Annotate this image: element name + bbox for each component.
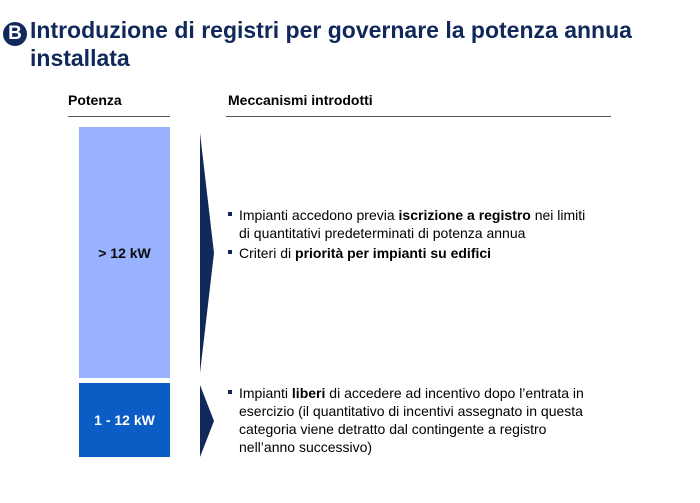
list-item xyxy=(228,384,588,456)
list-item-text-before: Impianti xyxy=(239,385,292,401)
list-item xyxy=(228,244,588,262)
list-item-text-bold: iscrizione a registro xyxy=(398,207,531,223)
bullet-icon xyxy=(228,212,232,216)
list-item xyxy=(228,206,588,242)
section-badge: B xyxy=(3,22,27,46)
list-item-text-before: Impianti accedono previa xyxy=(239,207,399,223)
list-item-text-before: Criteri di xyxy=(239,245,296,261)
list-item-text-after: di accedere ad incentivo dopo l’entrata in esercizio (il quantitativo di incentivi assegnato in questa categoria viene detratto dal contingente a registro nell’anno successivo) xyxy=(239,385,584,455)
power-bar-label: > 12 kW xyxy=(98,244,151,261)
bullet-icon xyxy=(228,250,232,254)
chevron-arrow-small xyxy=(200,385,214,457)
page-title: Introduzione di registri per governare la potenza annua installata xyxy=(30,17,632,71)
mechanisms-list-1-12kw xyxy=(228,384,588,458)
column-header-power: Potenza xyxy=(68,92,122,108)
column-header-mechanisms: Meccanismi introdotti xyxy=(228,92,373,108)
list-item-text-after: nei limiti di quantitativi predeterminati di potenza annua xyxy=(239,207,586,241)
chevron-arrow-large xyxy=(200,133,214,373)
list-item-text-bold: priorità per impianti su edifici xyxy=(295,245,492,261)
power-bar-label: 1 - 12 kW xyxy=(94,412,155,428)
bullet-icon xyxy=(228,390,232,394)
mechanisms-list-over-12kw xyxy=(228,206,588,264)
list-item-text-bold: liberi xyxy=(291,385,326,401)
